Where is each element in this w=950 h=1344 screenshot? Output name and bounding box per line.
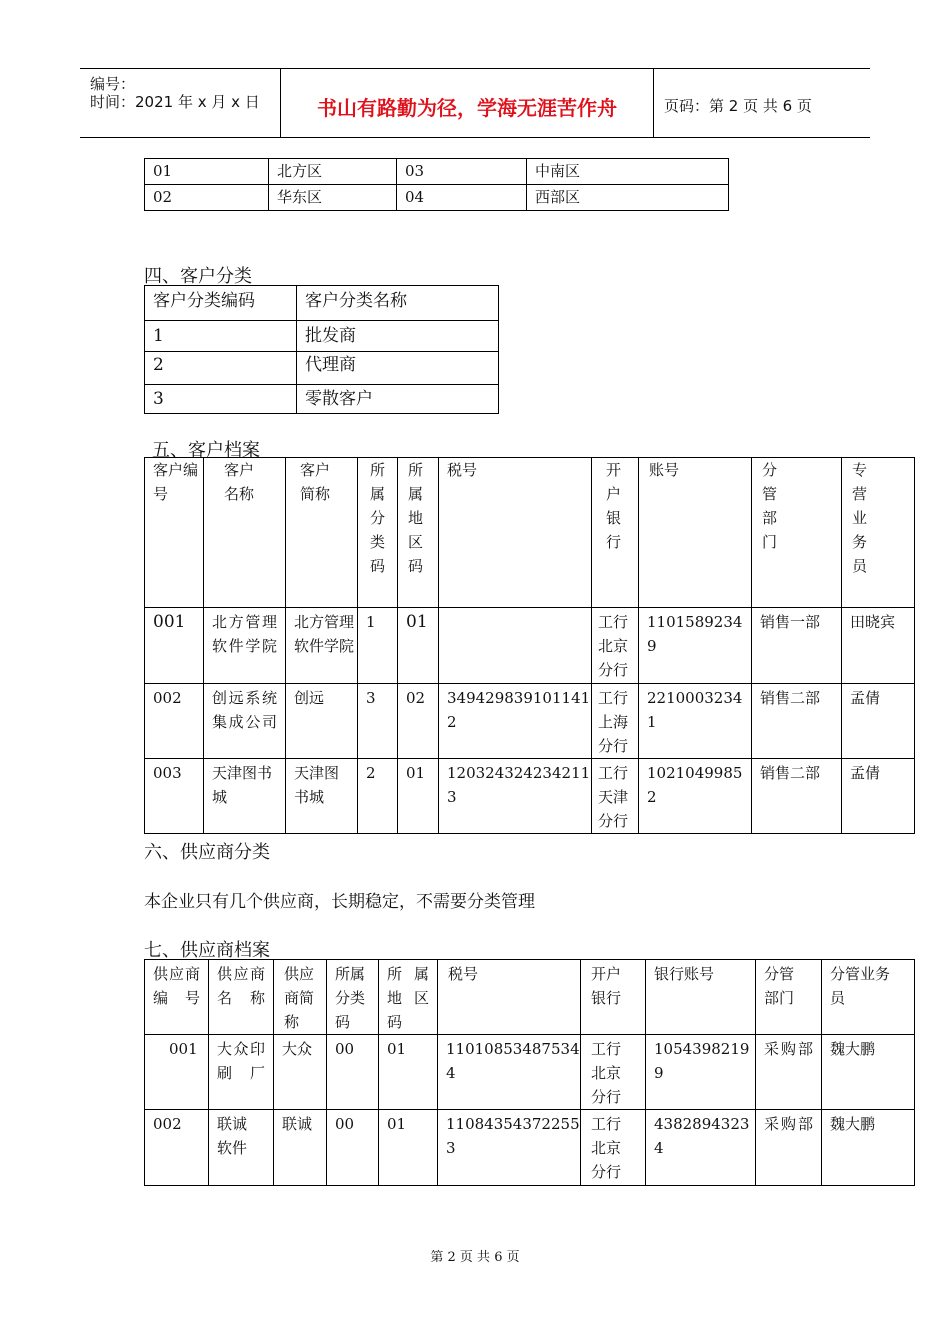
table-cell: 大众印刷厂 <box>209 1035 274 1110</box>
section-heading-supplier-class: 六、供应商分类 <box>144 842 270 863</box>
column-header: 客户简称 <box>286 458 358 608</box>
table-cell: 01 <box>379 1035 438 1110</box>
column-header: 所属地区码 <box>398 458 439 608</box>
table-cell: 002 <box>145 1110 209 1186</box>
table-cell: 北方管理软件学院 <box>204 608 286 684</box>
table-cell: 1 <box>145 321 297 352</box>
table-cell: 销售一部 <box>752 608 842 684</box>
section-heading-supplier-file: 七、供应商档案 <box>144 940 270 961</box>
column-header: 专营业务员 <box>842 458 915 608</box>
column-header: 开户银行 <box>581 960 646 1035</box>
table-row <box>145 185 729 211</box>
table-cell: 110108534875344 <box>438 1035 581 1110</box>
table-cell: 联诚 <box>274 1110 327 1186</box>
table-cell <box>439 608 592 684</box>
table-cell: 003 <box>145 759 204 834</box>
table-cell: 西部区 <box>527 185 729 211</box>
table-row <box>145 684 915 759</box>
table-cell: 001 <box>145 608 204 684</box>
table-cell: 04 <box>397 185 527 211</box>
table-row <box>145 1110 915 1186</box>
table-cell: 2 <box>145 352 297 385</box>
table-row <box>145 159 729 185</box>
table-cell: 工行上海分行 <box>592 684 639 759</box>
column-header: 所属地区码 <box>379 960 438 1035</box>
table-row <box>145 352 499 385</box>
table-cell: 3 <box>145 385 297 414</box>
column-header: 开户银行 <box>592 458 639 608</box>
table-cell: 01 <box>145 159 269 185</box>
column-header: 税号 <box>439 458 592 608</box>
column-header: 客户名称 <box>204 458 286 608</box>
table-cell: 北方管理软件学院 <box>286 608 358 684</box>
table-cell: 魏大鹏 <box>822 1110 915 1186</box>
page-number-label: 页码：第 2 页 共 6 页 <box>664 97 812 115</box>
table-cell: 天津图书城 <box>204 759 286 834</box>
region-table <box>144 158 729 211</box>
page-header <box>80 68 870 138</box>
table-row <box>145 608 915 684</box>
table-cell: 创远系统集成公司 <box>204 684 286 759</box>
table-cell: 22100032341 <box>639 684 752 759</box>
table-cell: 1203243242342113 <box>439 759 592 834</box>
customer-file-table <box>144 457 915 834</box>
table-row <box>145 759 915 834</box>
table-cell: 02 <box>398 684 439 759</box>
customer-class-table <box>144 285 499 414</box>
table-cell: 01 <box>398 759 439 834</box>
table-cell: 02 <box>145 185 269 211</box>
table-cell: 43828943234 <box>646 1110 756 1186</box>
table-cell: 002 <box>145 684 204 759</box>
motto: 书山有路勤为径，学海无涯苦作舟 <box>317 96 617 120</box>
header-right-cell <box>654 69 870 137</box>
table-row <box>145 321 499 352</box>
table-cell: 工行天津分行 <box>592 759 639 834</box>
table-cell: 03 <box>397 159 527 185</box>
table-cell: 销售二部 <box>752 759 842 834</box>
column-header: 银行账号 <box>646 960 756 1035</box>
column-header: 所属分类码 <box>358 458 398 608</box>
table-cell: 工行北京分行 <box>581 1035 646 1110</box>
table-row <box>145 1035 915 1110</box>
table-cell: 代理商 <box>297 352 499 385</box>
table-cell: 批发商 <box>297 321 499 352</box>
column-header: 客户编号 <box>145 458 204 608</box>
table-cell: 魏大鹏 <box>822 1035 915 1110</box>
table-cell: 孟倩 <box>842 684 915 759</box>
column-header: 税号 <box>438 960 581 1035</box>
table-cell: 3 <box>358 684 398 759</box>
column-header: 供应商编号 <box>145 960 209 1035</box>
table-cell: 北方区 <box>269 159 397 185</box>
table-cell: 天津图书城 <box>286 759 358 834</box>
table-cell: 10543982199 <box>646 1035 756 1110</box>
supplier-file-table <box>144 959 915 1186</box>
table-row <box>145 385 499 414</box>
table-cell: 3494298391011412 <box>439 684 592 759</box>
table-cell: 2 <box>358 759 398 834</box>
table-cell: 采购部 <box>756 1110 822 1186</box>
table-cell: 联诚软件 <box>209 1110 274 1186</box>
column-header: 分管部门 <box>752 458 842 608</box>
table-cell: 工行北京分行 <box>592 608 639 684</box>
table-cell: 采购部 <box>756 1035 822 1110</box>
table-cell: 11015892349 <box>639 608 752 684</box>
table-cell: 10210499852 <box>639 759 752 834</box>
column-header: 供应商名称 <box>209 960 274 1035</box>
table-cell: 00 <box>327 1035 379 1110</box>
table-cell: 大众 <box>274 1035 327 1110</box>
column-header: 分管业务员 <box>822 960 915 1035</box>
table-cell: 创远 <box>286 684 358 759</box>
column-header: 分管部门 <box>756 960 822 1035</box>
column-header: 供应商简称 <box>274 960 327 1035</box>
section-heading-customer-class: 四、客户分类 <box>144 266 252 287</box>
header-center-cell <box>281 69 654 137</box>
table-header-row <box>145 286 499 321</box>
table-cell: 中南区 <box>527 159 729 185</box>
page-footer: 第 2 页 共 6 页 <box>430 1250 520 1265</box>
table-cell: 00 <box>327 1110 379 1186</box>
column-header: 客户分类编码 <box>145 286 297 321</box>
table-cell: 销售二部 <box>752 684 842 759</box>
column-header: 客户分类名称 <box>297 286 499 321</box>
table-cell: 零散客户 <box>297 385 499 414</box>
table-cell: 01 <box>379 1110 438 1186</box>
column-header: 账号 <box>639 458 752 608</box>
table-cell: 田晓宾 <box>842 608 915 684</box>
table-cell: 孟倩 <box>842 759 915 834</box>
table-cell: 110843543722553 <box>438 1110 581 1186</box>
table-cell: 1 <box>358 608 398 684</box>
time-label: 时间：2021 年 x 月 x 日 <box>90 93 260 111</box>
section-heading-customer-file: 五、客户档案 <box>152 440 260 461</box>
table-cell: 工行北京分行 <box>581 1110 646 1186</box>
supplier-class-note: 本企业只有几个供应商，长期稳定，不需要分类管理 <box>144 892 535 912</box>
table-cell: 华东区 <box>269 185 397 211</box>
table-cell: 01 <box>398 608 439 684</box>
column-header: 所属分类码 <box>327 960 379 1035</box>
table-cell: 001 <box>145 1035 209 1110</box>
table-header-row <box>145 960 915 1035</box>
table-header-row <box>145 458 915 608</box>
header-left-cell <box>80 69 281 137</box>
serial-label: 编号： <box>90 75 136 93</box>
